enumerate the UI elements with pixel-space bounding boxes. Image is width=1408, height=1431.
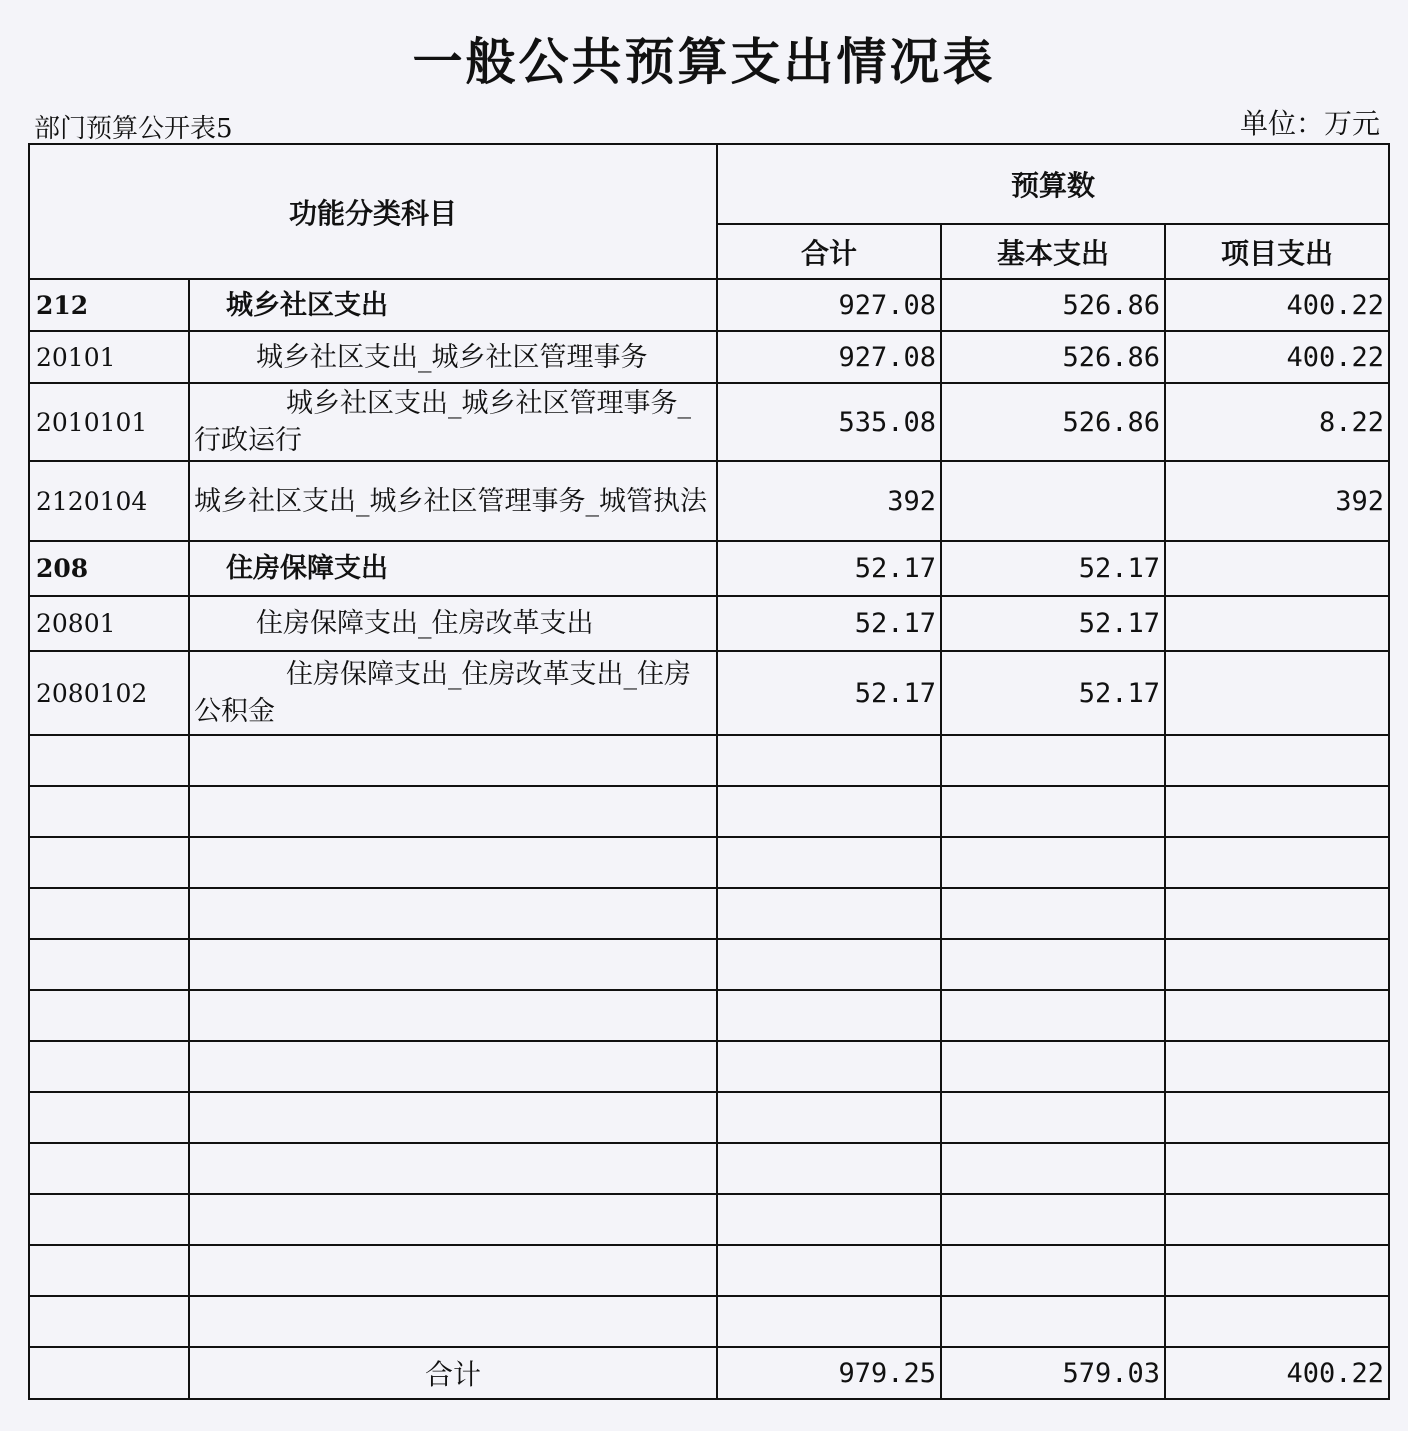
header-project: 项目支出 <box>1165 224 1389 279</box>
page-title: 一般公共预算支出情况表 <box>412 33 996 91</box>
total-project: 400.22 <box>1165 1347 1389 1399</box>
row-total: 927.08 <box>717 331 941 383</box>
row-total: 52.17 <box>717 596 941 651</box>
row-basic: 52.17 <box>941 541 1165 596</box>
row-project <box>1165 651 1389 735</box>
table-number: 部门预算公开表5 <box>34 114 233 144</box>
table-row <box>29 651 1389 735</box>
total-basic: 579.03 <box>941 1347 1165 1399</box>
empty-row <box>29 1194 1389 1245</box>
table-row <box>29 541 1389 596</box>
header-budget: 预算数 <box>717 144 1389 224</box>
row-total: 535.08 <box>717 383 941 461</box>
empty-row <box>29 1143 1389 1194</box>
row-basic: 526.86 <box>941 279 1165 331</box>
row-name: 城乡社区支出_城乡社区管理事务_行政运行 <box>189 383 717 461</box>
table-row <box>29 461 1389 541</box>
row-name: 住房保障支出_住房改革支出_住房公积金 <box>189 651 717 735</box>
empty-row <box>29 990 1389 1041</box>
empty-row <box>29 1296 1389 1347</box>
empty-row <box>29 888 1389 939</box>
row-name: 城乡社区支出_城乡社区管理事务_城管执法 <box>189 461 717 541</box>
row-project <box>1165 596 1389 651</box>
empty-row <box>29 735 1389 786</box>
row-code: 208 <box>29 541 189 596</box>
row-basic: 52.17 <box>941 596 1165 651</box>
header-total: 合计 <box>717 224 941 279</box>
total-sum: 979.25 <box>717 1347 941 1399</box>
header-category: 功能分类科目 <box>29 144 717 279</box>
row-code: 20801 <box>29 596 189 651</box>
row-total: 927.08 <box>717 279 941 331</box>
row-total: 392 <box>717 461 941 541</box>
row-basic: 526.86 <box>941 383 1165 461</box>
total-row <box>29 1347 1389 1399</box>
row-project: 392 <box>1165 461 1389 541</box>
row-project: 8.22 <box>1165 383 1389 461</box>
row-code: 2120104 <box>29 461 189 541</box>
empty-row <box>29 1245 1389 1296</box>
row-name: 住房保障支出 <box>189 541 717 596</box>
row-code: 20101 <box>29 331 189 383</box>
table-row <box>29 596 1389 651</box>
empty-row <box>29 786 1389 837</box>
empty-row <box>29 837 1389 888</box>
row-total: 52.17 <box>717 651 941 735</box>
unit-label: 单位：万元 <box>1239 107 1380 140</box>
row-name: 住房保障支出_住房改革支出 <box>189 596 717 651</box>
budget-table <box>28 143 1390 1400</box>
row-project <box>1165 541 1389 596</box>
empty-row <box>29 939 1389 990</box>
empty-row <box>29 1092 1389 1143</box>
row-basic <box>941 461 1165 541</box>
row-code: 212 <box>29 279 189 331</box>
row-code: 2080102 <box>29 651 189 735</box>
row-code: 2010101 <box>29 383 189 461</box>
table-row <box>29 279 1389 331</box>
table-row <box>29 331 1389 383</box>
row-project: 400.22 <box>1165 279 1389 331</box>
row-total: 52.17 <box>717 541 941 596</box>
row-name: 城乡社区支出 <box>189 279 717 331</box>
table-row <box>29 383 1389 461</box>
row-project: 400.22 <box>1165 331 1389 383</box>
empty-row <box>29 1041 1389 1092</box>
total-label: 合计 <box>189 1347 717 1399</box>
row-basic: 526.86 <box>941 331 1165 383</box>
row-name: 城乡社区支出_城乡社区管理事务 <box>189 331 717 383</box>
row-basic: 52.17 <box>941 651 1165 735</box>
header-basic: 基本支出 <box>941 224 1165 279</box>
